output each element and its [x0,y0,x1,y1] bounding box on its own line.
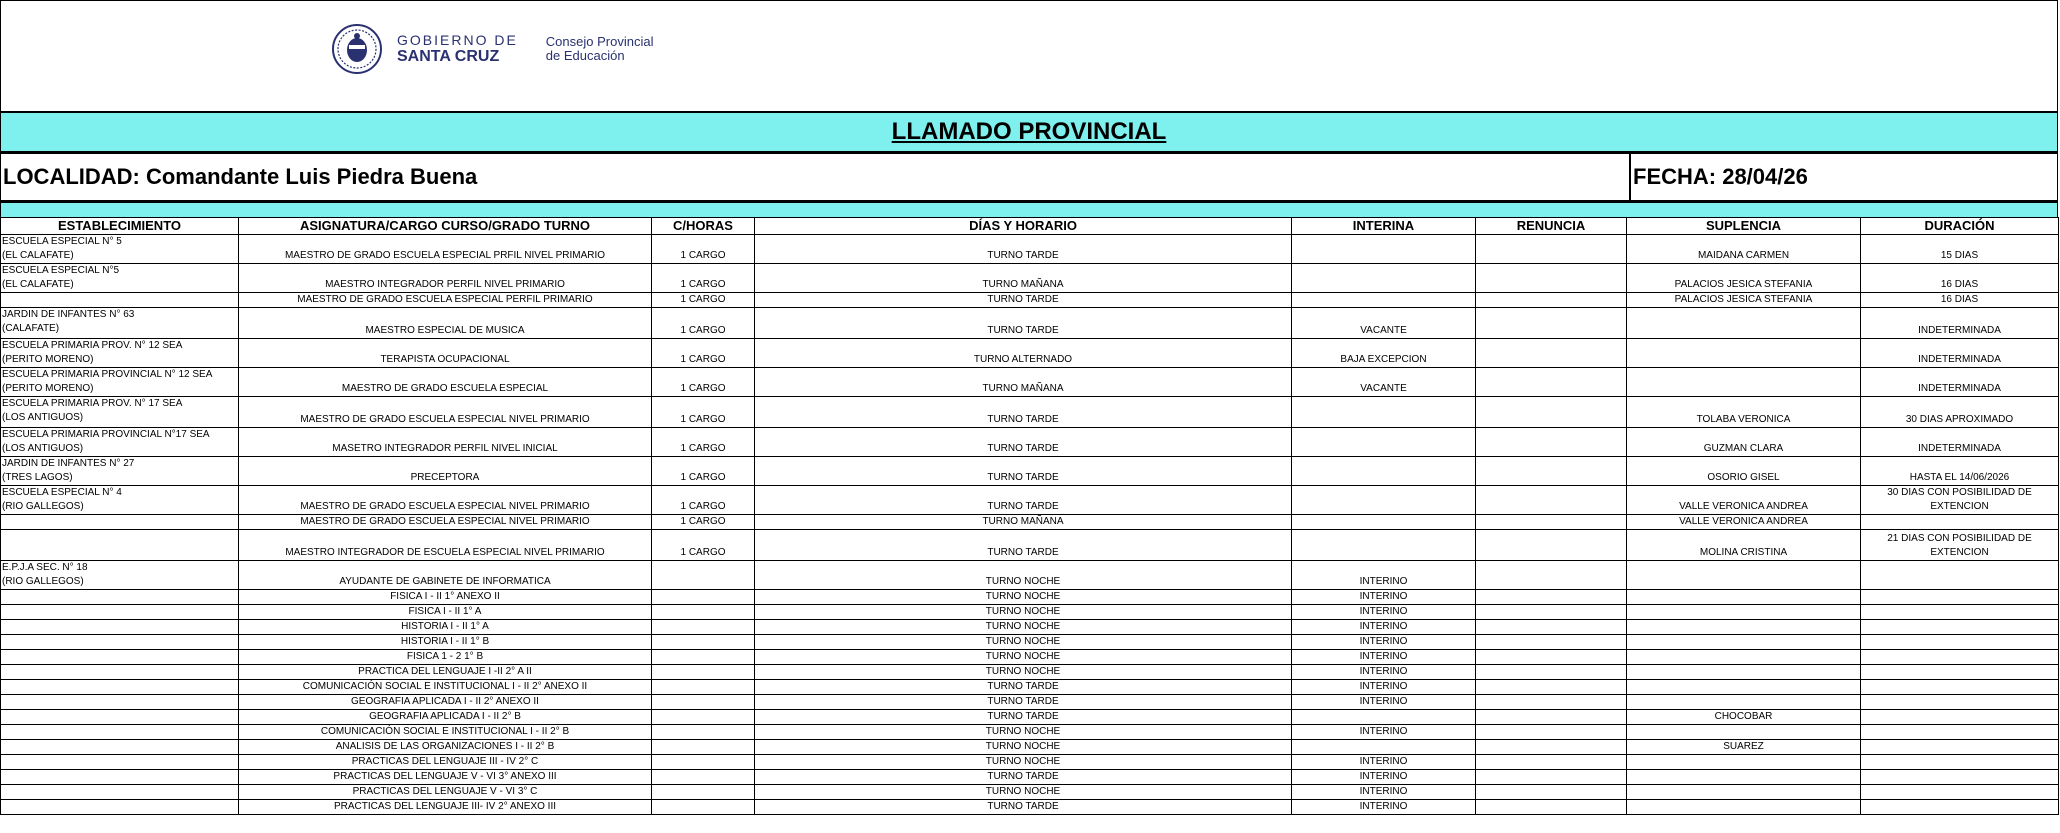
interina-cell[interactable] [1292,397,1476,428]
horas-cell[interactable]: 1 CARGO [652,428,755,457]
asignatura-cell[interactable]: ANALISIS DE LAS ORGANIZACIONES I - II 2° B [239,740,652,755]
horas-cell[interactable]: 1 CARGO [652,530,755,561]
horario-cell[interactable]: TURNO TARDE [755,308,1292,339]
horario-cell[interactable]: TURNO TARDE [755,293,1292,308]
horario-cell[interactable]: TURNO NOCHE [755,665,1292,680]
horas-cell[interactable] [652,770,755,785]
establecimiento-location: (RIO GALLEGOS) [2,501,84,512]
renuncia-cell[interactable] [1476,680,1627,695]
suplencia-cell[interactable]: MAIDANA CARMEN [1627,235,1861,264]
suplencia-cell[interactable] [1627,635,1861,650]
establecimiento-location: (CALAFATE) [2,323,60,334]
logo-group [331,23,653,75]
establecimiento-name: ESCUELA ESPECIAL N° 5 [2,236,122,247]
horario-cell[interactable]: TURNO ALTERNADO [755,339,1292,368]
duracion-cell[interactable] [1861,725,2059,740]
horas-cell[interactable]: 1 CARGO [652,368,755,397]
renuncia-cell[interactable] [1476,695,1627,710]
column-header[interactable]: C/HORAS [652,218,755,235]
renuncia-cell[interactable] [1476,650,1627,665]
duracion-cell[interactable] [1861,650,2059,665]
interina-cell[interactable] [1292,515,1476,530]
horas-cell[interactable]: 1 CARGO [652,515,755,530]
horario-cell[interactable]: TURNO MAÑANA [755,368,1292,397]
suplencia-cell[interactable] [1627,800,1861,815]
duracion-cell[interactable] [1861,665,2059,680]
suplencia-cell[interactable]: MOLINA CRISTINA [1627,530,1861,561]
table-row [1,680,2059,695]
renuncia-cell[interactable] [1476,635,1627,650]
establecimiento-name: JARDIN DE INFANTES N° 27 [2,458,135,469]
asignatura-cell[interactable]: MAESTRO DE GRADO ESCUELA ESPECIAL NIVEL PRIMARIO [239,397,652,428]
renuncia-cell[interactable] [1476,293,1627,308]
duracion-cell[interactable]: INDETERMINADA [1861,368,2059,397]
horario-cell[interactable]: TURNO NOCHE [755,620,1292,635]
suplencia-cell[interactable] [1627,785,1861,800]
asignatura-cell[interactable]: GEOGRAFIA APLICADA I - II 2° B [239,710,652,725]
renuncia-cell[interactable] [1476,710,1627,725]
horas-cell[interactable] [652,695,755,710]
asignatura-cell[interactable]: COMUNICACIÓN SOCIAL E INSTITUCIONAL I - II 2° B [239,725,652,740]
renuncia-cell[interactable] [1476,665,1627,680]
interina-cell[interactable]: INTERINO [1292,755,1476,770]
renuncia-cell[interactable] [1476,486,1627,515]
horario-cell[interactable]: TURNO NOCHE [755,635,1292,650]
horario-cell[interactable]: TURNO TARDE [755,235,1292,264]
table-row [1,368,2059,397]
establecimiento-cell[interactable] [1,397,239,428]
establecimiento-cell[interactable] [1,339,239,368]
establecimiento-name: ESCUELA PRIMARIA PROV. N° 17 SEA [2,398,183,409]
duracion-cell[interactable] [1861,800,2059,815]
column-header[interactable]: SUPLENCIA [1627,218,1861,235]
duracion-cell[interactable]: 30 DIAS CON POSIBILIDAD DE EXTENCION [1861,486,2059,515]
horario-cell[interactable]: TURNO TARDE [755,530,1292,561]
suplencia-cell[interactable] [1627,770,1861,785]
renuncia-cell[interactable] [1476,620,1627,635]
localidad-cell[interactable]: LOCALIDAD: Comandante Luis Piedra Buena [1,154,1631,200]
establecimiento-location: (PERITO MORENO) [2,354,94,365]
horario-cell[interactable]: TURNO TARDE [755,770,1292,785]
suplencia-cell[interactable] [1627,368,1861,397]
suplencia-cell[interactable]: PALACIOS JESICA STEFANIA [1627,264,1861,293]
establecimiento-cell[interactable] [1,635,239,650]
horas-cell[interactable]: 1 CARGO [652,293,755,308]
duracion-cell[interactable]: INDETERMINADA [1861,308,2059,339]
establecimiento-cell[interactable] [1,308,239,339]
establecimiento-cell[interactable] [1,368,239,397]
location-date-bar [0,153,2058,203]
table-row [1,486,2059,515]
asignatura-cell[interactable]: MAESTRO INTEGRADOR PERFIL NIVEL PRIMARIO [239,264,652,293]
duracion-cell[interactable] [1861,590,2059,605]
table-row [1,605,2059,620]
duracion-cell[interactable]: 15 DIAS [1861,235,2059,264]
establecimiento-name: ESCUELA PRIMARIA PROVINCIAL N°17 SEA [2,429,210,440]
horario-cell[interactable]: TURNO NOCHE [755,590,1292,605]
establecimiento-name: E.P.J.A SEC. N° 18 [2,562,88,573]
horario-cell[interactable]: TURNO TARDE [755,710,1292,725]
horas-cell[interactable] [652,785,755,800]
duracion-cell[interactable] [1861,740,2059,755]
interina-cell[interactable] [1292,428,1476,457]
duracion-cell[interactable]: INDETERMINADA [1861,428,2059,457]
horas-cell[interactable]: 1 CARGO [652,457,755,486]
suplencia-cell[interactable] [1627,665,1861,680]
duracion-cell[interactable] [1861,620,2059,635]
asignatura-cell[interactable]: MAESTRO ESPECIAL DE MUSICA [239,308,652,339]
horario-cell[interactable]: TURNO TARDE [755,486,1292,515]
column-header[interactable]: ASIGNATURA/CARGO CURSO/GRADO TURNO [239,218,652,235]
establecimiento-location: (RIO GALLEGOS) [2,576,84,587]
duracion-cell[interactable] [1861,785,2059,800]
suplencia-cell[interactable] [1627,605,1861,620]
table-row [1,620,2059,635]
horas-cell[interactable] [652,590,755,605]
horas-cell[interactable] [652,755,755,770]
establecimiento-cell[interactable] [1,710,239,725]
suplencia-cell[interactable]: VALLE VERONICA ANDREA [1627,515,1861,530]
page-title: LLAMADO PROVINCIAL [891,118,1167,145]
duracion-cell[interactable]: 16 DIAS [1861,293,2059,308]
renuncia-cell[interactable] [1476,339,1627,368]
column-header[interactable]: DÍAS Y HORARIO [755,218,1292,235]
consejo-line1: Consejo Provincial [545,34,654,49]
asignatura-cell[interactable]: GEOGRAFIA APLICADA I - II 2° ANEXO II [239,695,652,710]
interina-cell[interactable] [1292,486,1476,515]
establecimiento-cell[interactable] [1,665,239,680]
establecimiento-location: (LOS ANTIGUOS) [2,443,84,454]
interina-cell[interactable]: INTERINO [1292,725,1476,740]
horario-cell[interactable]: TURNO NOCHE [755,785,1292,800]
duracion-cell[interactable]: 16 DIAS [1861,264,2059,293]
establecimiento-name: ESCUELA ESPECIAL N° 4 [2,487,122,498]
duracion-cell[interactable] [1861,680,2059,695]
establecimiento-cell[interactable] [1,650,239,665]
renuncia-cell[interactable] [1476,515,1627,530]
interina-cell[interactable]: INTERINO [1292,590,1476,605]
horario-cell[interactable]: TURNO TARDE [755,457,1292,486]
consejo-wordmark [546,35,654,63]
suplencia-cell[interactable] [1627,680,1861,695]
interina-cell[interactable] [1292,235,1476,264]
table-row [1,293,2059,308]
asignatura-cell[interactable]: MAESTRO DE GRADO ESCUELA ESPECIAL [239,368,652,397]
interina-cell[interactable]: INTERINO [1292,605,1476,620]
table-row [1,397,2059,428]
horas-cell[interactable]: 1 CARGO [652,264,755,293]
interina-cell[interactable] [1292,457,1476,486]
asignatura-cell[interactable]: MAESTRO DE GRADO ESCUELA ESPECIAL NIVEL PRIMARIO [239,515,652,530]
table-row [1,695,2059,710]
table-row [1,710,2059,725]
establecimiento-cell[interactable] [1,620,239,635]
establecimiento-cell[interactable] [1,590,239,605]
horario-cell[interactable]: TURNO TARDE [755,680,1292,695]
table-row [1,785,2059,800]
establecimiento-cell[interactable] [1,561,239,590]
interina-cell[interactable]: VACANTE [1292,308,1476,339]
horas-cell[interactable] [652,620,755,635]
duracion-cell[interactable] [1861,561,2059,590]
table-row [1,308,2059,339]
horario-cell[interactable]: TURNO NOCHE [755,605,1292,620]
table-row [1,590,2059,605]
renuncia-cell[interactable] [1476,605,1627,620]
suplencia-cell[interactable]: SUAREZ [1627,740,1861,755]
asignatura-cell[interactable]: PRACTICAS DEL LENGUAJE III- IV 2° ANEXO III [239,800,652,815]
interina-cell[interactable] [1292,530,1476,561]
suplencia-cell[interactable]: OSORIO GISEL [1627,457,1861,486]
interina-cell[interactable]: INTERINO [1292,620,1476,635]
column-header[interactable]: ESTABLECIMIENTO [1,218,239,235]
table-row [1,561,2059,590]
duracion-cell[interactable] [1861,635,2059,650]
suplencia-cell[interactable]: CHOCOBAR [1627,710,1861,725]
renuncia-cell[interactable] [1476,740,1627,755]
separator-strip [0,203,2058,217]
renuncia-cell[interactable] [1476,457,1627,486]
horas-cell[interactable]: 1 CARGO [652,235,755,264]
table-row [1,530,2059,561]
column-header[interactable]: INTERINA [1292,218,1476,235]
asignatura-cell[interactable]: PRACTICAS DEL LENGUAJE V - VI 3° ANEXO III [239,770,652,785]
horario-cell[interactable]: TURNO TARDE [755,695,1292,710]
table-row [1,264,2059,293]
table-body [1,235,2059,815]
establecimiento-cell[interactable] [1,680,239,695]
interina-cell[interactable] [1292,293,1476,308]
renuncia-cell[interactable] [1476,770,1627,785]
asignatura-cell[interactable]: PRACTICAS DEL LENGUAJE III - IV 2° C [239,755,652,770]
establecimiento-cell[interactable] [1,740,239,755]
establecimiento-cell[interactable] [1,695,239,710]
horas-cell[interactable] [652,605,755,620]
suplencia-cell[interactable] [1627,695,1861,710]
duracion-cell[interactable] [1861,710,2059,725]
suplencia-cell[interactable] [1627,561,1861,590]
duracion-cell[interactable]: INDETERMINADA [1861,339,2059,368]
renuncia-cell[interactable] [1476,235,1627,264]
suplencia-cell[interactable]: PALACIOS JESICA STEFANIA [1627,293,1861,308]
establecimiento-name: JARDIN DE INFANTES N° 63 [2,309,135,320]
consejo-line2: de Educación [545,48,625,63]
renuncia-cell[interactable] [1476,308,1627,339]
asignatura-cell[interactable]: PRACTICA DEL LENGUAJE I -II 2° A II [239,665,652,680]
establecimiento-location: (LOS ANTIGUOS) [2,412,84,423]
horas-cell[interactable]: 1 CARGO [652,308,755,339]
asignatura-cell[interactable]: HISTORIA I - II 1° A [239,620,652,635]
duracion-cell[interactable]: 21 DIAS CON POSIBILIDAD DE EXTENCION [1861,530,2059,561]
header-row [1,218,2059,235]
horas-cell[interactable] [652,740,755,755]
table-row [1,800,2059,815]
duracion-cell[interactable]: 30 DIAS APROXIMADO [1861,397,2059,428]
asignatura-cell[interactable]: MAESTRO DE GRADO ESCUELA ESPECIAL PERFIL PRIMARIO [239,293,652,308]
establecimiento-cell[interactable] [1,235,239,264]
horario-cell[interactable]: TURNO TARDE [755,397,1292,428]
horas-cell[interactable] [652,665,755,680]
renuncia-cell[interactable] [1476,530,1627,561]
suplencia-cell[interactable]: TOLABA VERONICA [1627,397,1861,428]
table-row [1,235,2059,264]
horario-cell[interactable]: TURNO MAÑANA [755,264,1292,293]
vacancies-table [0,217,2059,815]
interina-cell[interactable] [1292,264,1476,293]
interina-cell[interactable] [1292,710,1476,725]
table-row [1,457,2059,486]
renuncia-cell[interactable] [1476,785,1627,800]
table-row [1,339,2059,368]
asignatura-cell[interactable]: MAESTRO DE GRADO ESCUELA ESPECIAL PRFIL NIVEL PRIMARIO [239,235,652,264]
establecimiento-cell[interactable] [1,457,239,486]
interina-cell[interactable]: VACANTE [1292,368,1476,397]
table-row [1,740,2059,755]
asignatura-cell[interactable]: TERAPISTA OCUPACIONAL [239,339,652,368]
horas-cell[interactable]: 1 CARGO [652,486,755,515]
establecimiento-cell[interactable] [1,530,239,561]
asignatura-cell[interactable]: FISICA 1 - 2 1° B [239,650,652,665]
horario-cell[interactable]: TURNO NOCHE [755,740,1292,755]
establecimiento-cell[interactable] [1,755,239,770]
horas-cell[interactable] [652,650,755,665]
renuncia-cell[interactable] [1476,368,1627,397]
establecimiento-cell[interactable] [1,264,239,293]
government-wordmark [397,33,518,65]
horario-cell[interactable]: TURNO NOCHE [755,650,1292,665]
renuncia-cell[interactable] [1476,428,1627,457]
table-row [1,665,2059,680]
establecimiento-cell[interactable] [1,486,239,515]
suplencia-cell[interactable] [1627,755,1861,770]
asignatura-cell[interactable]: COMUNICACIÓN SOCIAL E INSTITUCIONAL I - II 2° ANEXO II [239,680,652,695]
asignatura-cell[interactable]: MAESTRO DE GRADO ESCUELA ESPECIAL NIVEL PRIMARIO [239,486,652,515]
establecimiento-name: ESCUELA ESPECIAL N°5 [2,265,120,276]
asignatura-cell[interactable]: AYUDANTE DE GABINETE DE INFORMATICA [239,561,652,590]
suplencia-cell[interactable] [1627,725,1861,740]
suplencia-cell[interactable] [1627,620,1861,635]
renuncia-cell[interactable] [1476,264,1627,293]
asignatura-cell[interactable]: PRACTICAS DEL LENGUAJE V - VI 3° C [239,785,652,800]
establecimiento-cell[interactable] [1,785,239,800]
interina-cell[interactable]: INTERINO [1292,680,1476,695]
suplencia-cell[interactable] [1627,650,1861,665]
establecimiento-cell[interactable] [1,515,239,530]
duracion-cell[interactable] [1861,695,2059,710]
establecimiento-location: (TRES LAGOS) [2,472,73,483]
duracion-cell[interactable] [1861,515,2059,530]
interina-cell[interactable] [1292,740,1476,755]
table-row [1,650,2059,665]
table-row [1,635,2059,650]
horas-cell[interactable] [652,800,755,815]
establecimiento-cell[interactable] [1,428,239,457]
interina-cell[interactable]: INTERINO [1292,561,1476,590]
establecimiento-name: ESCUELA PRIMARIA PROV. N° 12 SEA [2,340,183,351]
interina-cell[interactable]: INTERINO [1292,800,1476,815]
interina-cell[interactable]: INTERINO [1292,635,1476,650]
establecimiento-name: ESCUELA PRIMARIA PROVINCIAL N° 12 SEA [2,369,213,380]
horario-cell[interactable]: TURNO NOCHE [755,755,1292,770]
asignatura-cell[interactable]: MASETRO INTEGRADOR PERFIL NIVEL INICIAL [239,428,652,457]
establecimiento-cell[interactable] [1,770,239,785]
column-header[interactable]: RENUNCIA [1476,218,1627,235]
asignatura-cell[interactable]: HISTORIA I - II 1° B [239,635,652,650]
establecimiento-location: (PERITO MORENO) [2,383,94,394]
asignatura-cell[interactable]: MAESTRO INTEGRADOR DE ESCUELA ESPECIAL NIVEL PRIMARIO [239,530,652,561]
table-row [1,770,2059,785]
suplencia-cell[interactable] [1627,308,1861,339]
interina-cell[interactable]: BAJA EXCEPCION [1292,339,1476,368]
horas-cell[interactable] [652,561,755,590]
renuncia-cell[interactable] [1476,800,1627,815]
renuncia-cell[interactable] [1476,397,1627,428]
duracion-cell[interactable] [1861,605,2059,620]
establecimiento-cell[interactable] [1,725,239,740]
horario-cell[interactable]: TURNO MAÑANA [755,515,1292,530]
suplencia-cell[interactable]: GUZMAN CLARA [1627,428,1861,457]
interina-cell[interactable]: INTERINO [1292,665,1476,680]
duracion-cell[interactable]: HASTA EL 14/06/2026 [1861,457,2059,486]
establecimiento-cell[interactable] [1,293,239,308]
horas-cell[interactable] [652,680,755,695]
fecha-cell[interactable]: FECHA: 28/04/26 [1633,164,1808,189]
renuncia-cell[interactable] [1476,590,1627,605]
suplencia-cell[interactable]: VALLE VERONICA ANDREA [1627,486,1861,515]
asignatura-cell[interactable]: FISICA I - II 1° ANEXO II [239,590,652,605]
establecimiento-location: (EL CALAFATE) [2,279,74,290]
interina-cell[interactable]: INTERINO [1292,695,1476,710]
horario-cell[interactable]: TURNO NOCHE [755,561,1292,590]
horas-cell[interactable] [652,635,755,650]
duracion-cell[interactable] [1861,755,2059,770]
horas-cell[interactable]: 1 CARGO [652,339,755,368]
renuncia-cell[interactable] [1476,561,1627,590]
provincial-seal-icon [331,23,383,75]
title-bar [0,113,2058,153]
interina-cell[interactable]: INTERINO [1292,770,1476,785]
table-row [1,725,2059,740]
suplencia-cell[interactable] [1627,590,1861,605]
renuncia-cell[interactable] [1476,755,1627,770]
suplencia-cell[interactable] [1627,339,1861,368]
gobierno-line2: SANTA CRUZ [397,48,500,65]
table-row [1,515,2059,530]
establecimiento-location: (EL CALAFATE) [2,250,74,261]
asignatura-cell[interactable]: PRECEPTORA [239,457,652,486]
horas-cell[interactable] [652,725,755,740]
gobierno-line1: GOBIERNO DE [397,32,518,48]
interina-cell[interactable]: INTERINO [1292,785,1476,800]
column-header[interactable]: DURACIÓN [1861,218,2059,235]
horario-cell[interactable]: TURNO TARDE [755,428,1292,457]
horario-cell[interactable]: TURNO NOCHE [755,725,1292,740]
horas-cell[interactable] [652,710,755,725]
table-row [1,428,2059,457]
horas-cell[interactable]: 1 CARGO [652,397,755,428]
renuncia-cell[interactable] [1476,725,1627,740]
table-row [1,755,2059,770]
letterhead [0,0,2058,113]
interina-cell[interactable]: INTERINO [1292,650,1476,665]
horario-cell[interactable]: TURNO TARDE [755,800,1292,815]
asignatura-cell[interactable]: FISICA I - II 1° A [239,605,652,620]
duracion-cell[interactable] [1861,770,2059,785]
establecimiento-cell[interactable] [1,800,239,815]
establecimiento-cell[interactable] [1,605,239,620]
